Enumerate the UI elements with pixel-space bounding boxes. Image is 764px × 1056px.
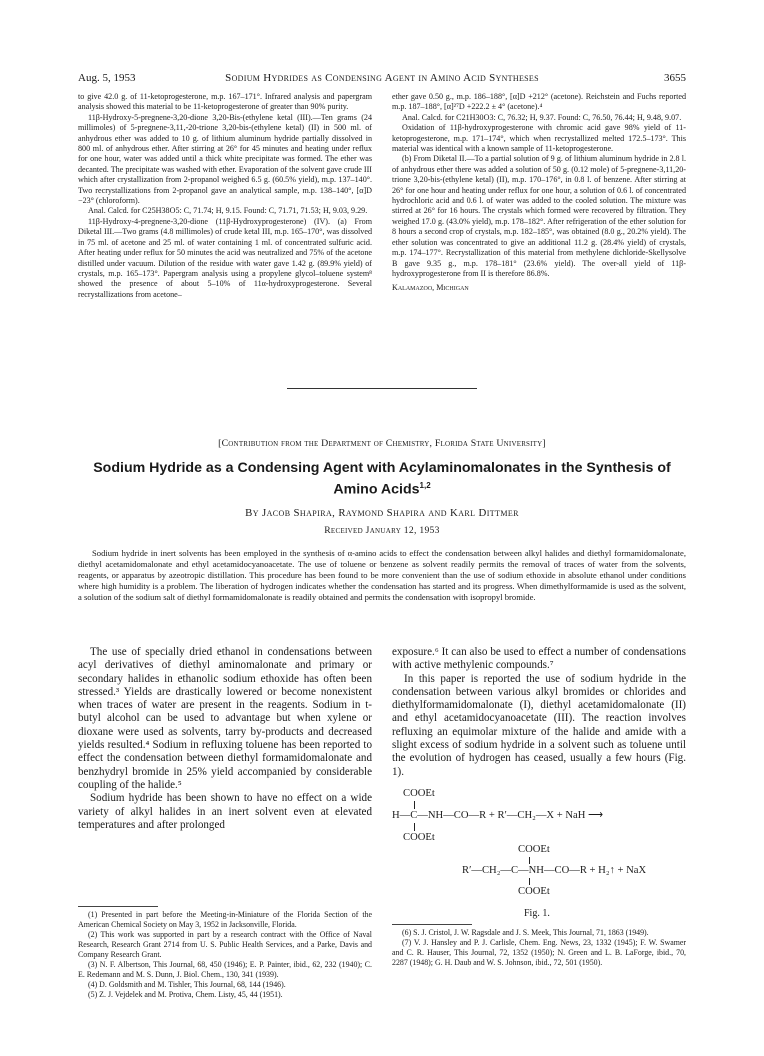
- experimental-left-column: [78, 92, 372, 300]
- paragraph: Sodium hydride has been shown to have no effect on a wide variety of alkyl halides in an inert solvent even at elevated temperatures and after prolonged: [78, 792, 372, 831]
- title-footnote-marks: 1,2: [419, 481, 431, 490]
- figure-label: Fig. 1.: [524, 908, 550, 919]
- paragraph: Anal. Calcd. for C21H30O3: C, 76.32; H, 9.37. Found: C, 76.50, 76.44; H, 9.48, 9.07.: [402, 112, 682, 122]
- scheme-bottom-group2: COOEt: [518, 886, 550, 897]
- footnotes-left: [78, 910, 372, 1000]
- bond-line: [529, 857, 530, 864]
- paragraph: 11β-Hydroxy-5-pregnene-3,20-dione 3,20-Bis-(ethylene ketal (III).—Ten grams (24 millimoles) of 5-pregnene-3,11,-20-trione 3,20-bis-(ethylene ketal) (II) in 500 ml. of anhydrous ether was added to 10 g. of lithium aluminum hydride partially dissolved in 800 ml. of anhydrous ether. After stirring at 26° for 45 minutes and heating under reflux for one hour, water was added until a thick white precipitate was formed. The ether was decanted. The precipitate was washed with ether. Evaporation of the solvent gave crude III which after crystallization from 2-propanol weighed 6.5 g. (60.5% yield), m.p. 137–140°. Two recrystallizations from 2-propanol gave an analytical sample, m.p. 138–140°, [α]D −23° (chloroform).: [78, 112, 372, 206]
- paragraph: to give 42.0 g. of 11-ketoprogesterone, m.p. 167–171°. Infrared analysis and papergram analysis showed this material to be 11-ketoprogesterone of greater than 90% purity.: [78, 92, 372, 112]
- scheme-top-group: COOEt: [403, 788, 435, 799]
- experimental-right-column: [392, 92, 686, 294]
- footnote-rule: [78, 906, 158, 907]
- paragraph: Oxidation of 11β-hydroxyprogesterone with chromic acid gave 98% yield of 11-ketoprogesterone, m.p. 171–174°, which when recrystallized melted 172.5–173°. This material was identical with a known sample of 11-ketoprogesterone.: [392, 123, 686, 154]
- footnote: (3) N. F. Albertson, This Journal, 68, 450 (1946); E. P. Painter, ibid., 62, 232 (1940); C. E. Redemann and M. S. Dunn, J. Biol. Chem., 130, 341 (1939).: [78, 960, 372, 979]
- paragraph: In this paper is reported the use of sodium hydride in the condensation between various alkyl bromides or chlorides and diethylformamidomalonate (I), diethyl acetamidomalonate (II) and ethyl acetamidocyanoacetate (III). The reaction involves refluxing an equimolar mixture of the halide and amide with a slight excess of sodium hydride in a solvent such as toluene until the evolution of hydrogen has ceased, usually a few hours (Fig. 1).: [392, 672, 686, 778]
- footnote: (4) D. Goldsmith and M. Tishler, This Journal, 68, 144 (1946).: [88, 980, 286, 989]
- running-head: [78, 72, 686, 86]
- contribution-line: [Contribution from the Department of Chemistry, Florida State University]: [218, 438, 546, 449]
- bond-line: [529, 878, 530, 885]
- paragraph: 11β-Hydroxy-4-pregnene-3,20-dione (11β-Hydroxyprogesterone) (IV). (a) From Diketal III.—Two grams (4.8 millimoles) of crude ketal III, m.p. 165–170°, was dissolved in 75 ml. of acetone and 25 ml. of water containing 1 ml. of concentrated sulfuric acid. After heating under reflux for 50 minutes the acid was neutralized and 75% of the acetone distilled under vacuum. Dilution of the residue with water gave 1.42 g. (89.9% yield) of crystals, m.p. 165–173°. Papergram analysis using a propylene glycol–toluene system⁸ showed the presence of about 5–10% of 11α-hydroxyprogesterone. Several recrystallizations from acetone–: [78, 216, 372, 299]
- page-number: 3655: [664, 72, 686, 84]
- body-left-column: [78, 646, 372, 832]
- bond-line: [414, 823, 415, 831]
- article-title-line1: Sodium Hydride as a Condensing Agent with Acylaminomalonates in the Synthesis of: [93, 460, 671, 476]
- footnote-rule: [392, 924, 472, 925]
- scheme-bottom-group: COOEt: [403, 832, 435, 843]
- article-title: [78, 460, 686, 499]
- footnotes-right: [392, 928, 686, 968]
- footnote: (7) V. J. Hansley and P. J. Carlisle, Chem. Eng. News, 23, 1332 (1945); F. W. Swamer and C. R. Hauser, This Journal, 72, 1352 (1950); N. Green and L. B. LaForge, ibid., 70, 2287 (1948); G. H. Daub and W. S. Johnson, ibid., 72, 501 (1950).: [392, 938, 686, 967]
- running-title: Sodium Hydrides as Condensing Agent in Amino Acid Syntheses: [225, 72, 539, 84]
- abstract: Sodium hydride in inert solvents has been employed in the synthesis of α-amino acids to effect the condensation between alkyl halides and diethyl formamidomalonate, diethyl acetamidomalonate and ethyl acetamidocyanoacetate. The use of toluene or benzene as solvent readily permits the removal of traces of water from the solvents, reagents, or apparatus by azeotropic distillation. This procedure has been found to be more convenient than the use of sodium ethoxide in absolute ethanol under conditions where high humidity is a problem. The liberation of hydrogen indicates whether the condensation has started and its progress. When dimethylformamide is used as the solvent, a solution of the sodium salt of diethyl formamidomalonate is readily obtained and permits the condensation with isopropyl bromide.: [78, 548, 686, 603]
- author-line: By Jacob Shapira, Raymond Shapira and Karl Dittmer: [245, 507, 519, 519]
- bond-line: [414, 801, 415, 809]
- location: Kalamazoo, Michigan: [392, 283, 469, 293]
- paragraph: Anal. Calcd. for C25H38O5: C, 71.74; H, 9.15. Found: C, 71.71, 71.53; H, 9.03, 9.29.: [88, 206, 368, 216]
- footnote: (1) Presented in part before the Meeting-in-Miniature of the Florida Section of the American Chemical Society on May 3, 1952 in Jacksonville, Florida.: [78, 910, 372, 929]
- scheme-reaction-line1: H—C—NH—CO—R + R′—CH₂—X + NaH ⟶: [392, 810, 604, 821]
- body-right-column: [392, 646, 686, 779]
- article-title-line2: Amino Acids: [333, 481, 420, 498]
- paragraph: (b) From Diketal II.—To a partial solution of 9 g. of lithium aluminum hydride in 2.8 l. of anhydrous ether there was added a solution of 50 g. (0.12 mole) of 5-pregnene-3,11,20-trione 3,20-bis-(ethylene ketal) (II), m.p. 170–176°, in 0.8 l. of benzene. After stirring at 26° for one hour and heating under reflux for one hour, a solution of 0.6 l. of concentrated hydrochloric acid and 0.6 l. of water was added to the cooled solution. The mixture was stirred at 26° for 16 hours. The crystals which formed were recovered by filtration. They weighed 17.0 g. (43.0% yield), m.p. 178–182°. After refrigeration of the ether solution for 8 hours a second crop of crystals, m.p. 182–185°, was obtained (8.0 g., 20.2% yield). The ether solution was concentrated to give an additional 11.2 g. (28.4% yield) of crystals, m.p. 174–177°. Recrystallization of this material from methylene dichloride-Skellysolve B gave 9.35 g., m.p. 178–181° (23.6% yield). The over-all yield of 11β-hydroxyprogesterone from II is therefore 86.8%.: [392, 154, 686, 278]
- scheme-top-group2: COOEt: [518, 844, 550, 855]
- paragraph: ether gave 0.50 g., m.p. 186–188°, [α]D +212° (acetone). Reichstein and Fuchs reported m.p. 187–188°, [α]²⁷D +222.2 ± 4° (acetone).⁴: [392, 92, 686, 112]
- paragraph: The use of specially dried ethanol in condensations between acyl derivatives of diethyl aminomalonate and primary or secondary halides in ethanolic sodium ethoxide has often been stressed.³ Yields are drastically lowered or become nonexistent when traces of water are present in the reagents. Sodium in t-butyl alcohol can be used to advantage but when xylene or dioxane were used as solvents, tarry by-products and decreased yields resulted.⁴ Sodium in refluxing toluene has been reported to effect the condensation between diethyl formamidomalonate and benzhydryl bromide in 25% yield accompanied by considerable coupling of the halide.⁵: [78, 646, 372, 791]
- reaction-scheme: [392, 788, 686, 906]
- received-date: Received January 12, 1953: [324, 525, 440, 536]
- footnote: (5) Z. J. Vejdelek and M. Protiva, Chem. Listy, 45, 44 (1951).: [88, 990, 283, 999]
- issue-date: Aug. 5, 1953: [78, 72, 136, 84]
- footnote: (6) S. J. Cristol, J. W. Ragsdale and J. S. Meek, This Journal, 71, 1863 (1949).: [402, 928, 649, 937]
- paragraph: exposure.⁶ It can also be used to effect a number of condensations with active methylenic compounds.⁷: [392, 646, 686, 672]
- footnote: (2) This work was supported in part by a research contract with the Office of Naval Research, Research Grant 2714 from U. S. Public Health Services, and a Parke, Davis and Company Research Grant.: [78, 930, 372, 959]
- section-divider: [287, 388, 477, 389]
- scheme-reaction-line2: R′—CH₂—C—NH—CO—R + H₂↑ + NaX: [462, 865, 647, 876]
